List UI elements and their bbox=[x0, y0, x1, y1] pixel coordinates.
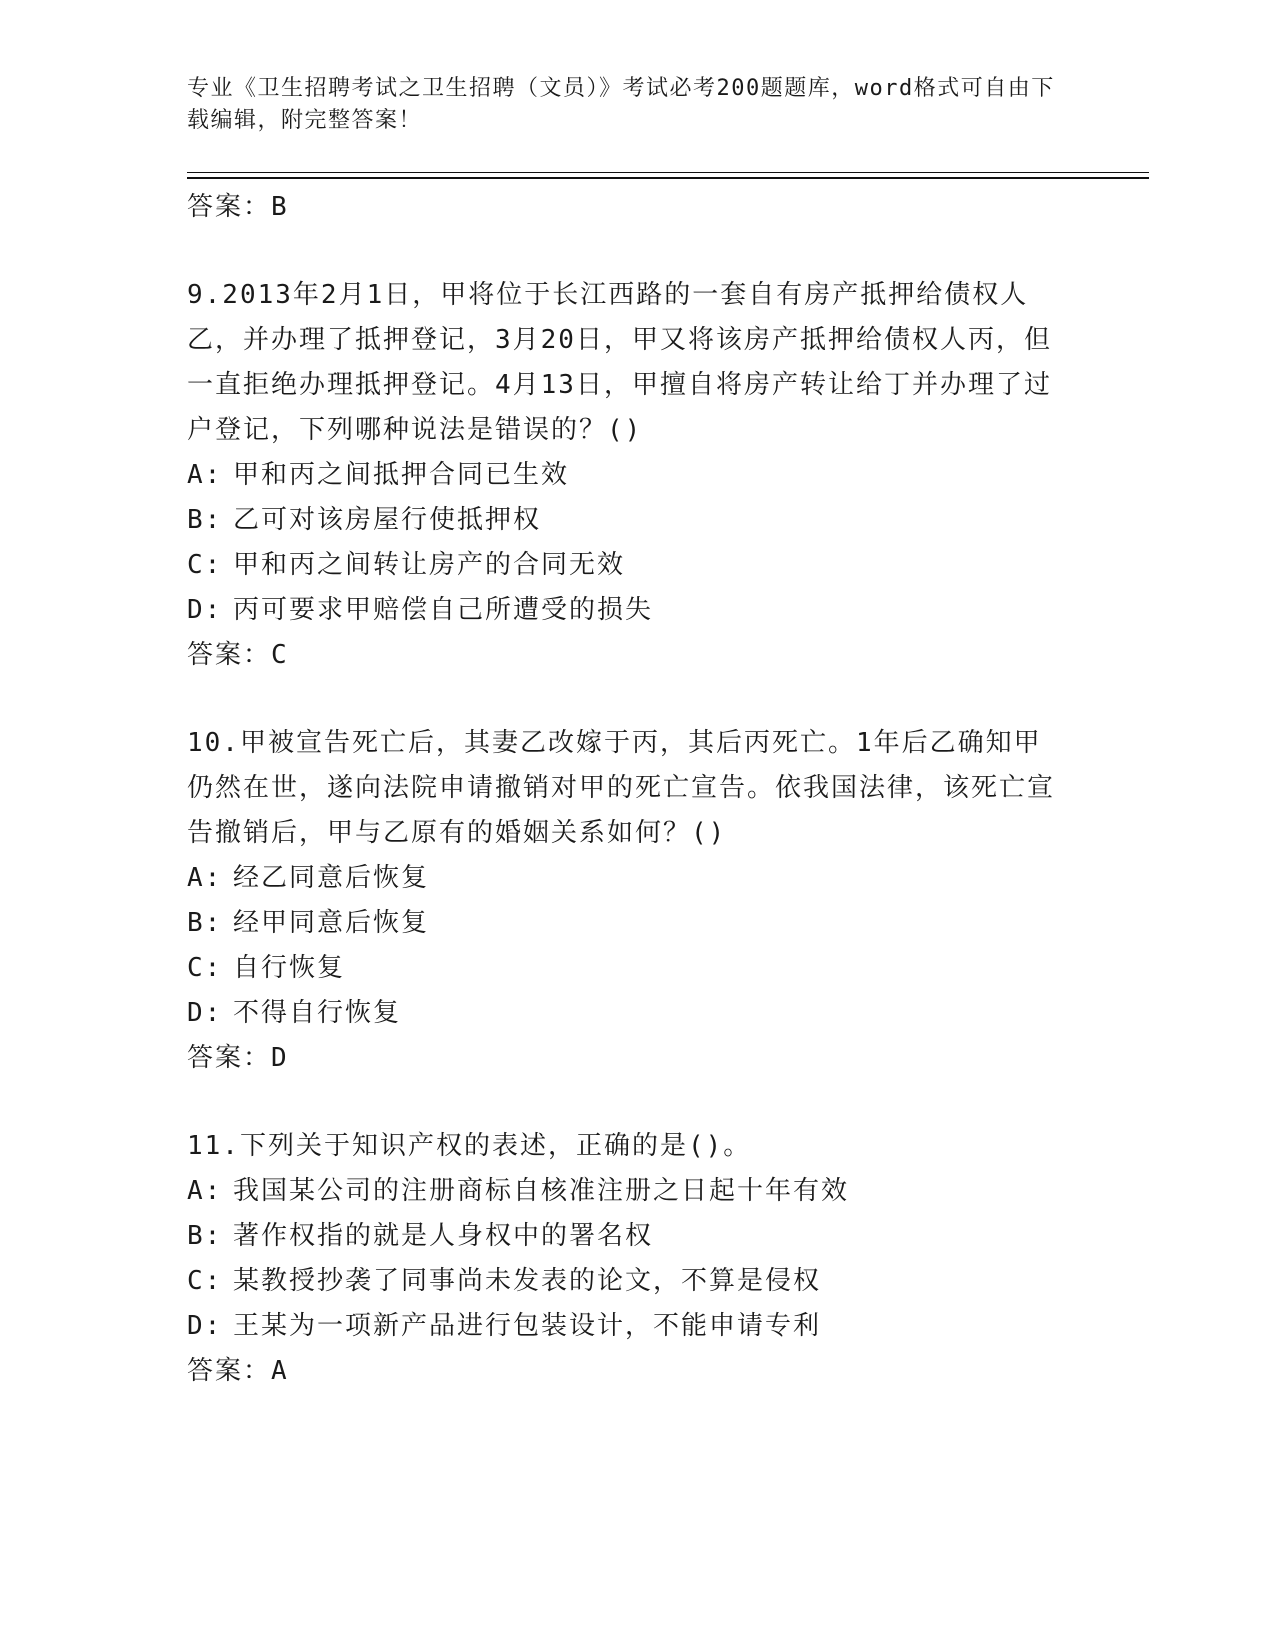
answer-value: C bbox=[271, 640, 289, 670]
question-text: 10.甲被宣告死亡后，其妻乙改嫁于丙，其后丙死亡。1年后乙确知甲仍然在世，遂向法院申请撤销对甲的死亡宣告。依我国法律，该死亡宣告撤销后，甲与乙原有的婚姻关系如何？() bbox=[187, 728, 1056, 848]
option-letter: C: bbox=[187, 953, 223, 983]
spacer bbox=[187, 677, 1067, 721]
answer-line bbox=[187, 1036, 1067, 1080]
question-list bbox=[187, 185, 1067, 1393]
header-text: 专业《卫生招聘考试之卫生招聘（文员）》考试必考200题题库，word格式可自由下载编辑，附完整答案！ bbox=[187, 76, 1055, 133]
option-text: 丙可要求甲赔偿自己所遭受的损失 bbox=[233, 595, 654, 625]
option-letter: D: bbox=[187, 1311, 223, 1341]
option-letter: D: bbox=[187, 998, 223, 1028]
option-a bbox=[187, 453, 1067, 498]
option-b bbox=[187, 498, 1067, 543]
question-text: 11.下列关于知识产权的表述，正确的是()。 bbox=[187, 1131, 752, 1161]
option-a bbox=[187, 1169, 1067, 1214]
option-d bbox=[187, 991, 1067, 1036]
option-letter: B: bbox=[187, 1221, 223, 1251]
option-c bbox=[187, 946, 1067, 991]
answer-label: 答案： bbox=[187, 1043, 272, 1073]
answer-line bbox=[187, 1349, 1067, 1393]
header-rule-thick bbox=[187, 177, 1149, 179]
option-text: 乙可对该房屋行使抵押权 bbox=[233, 505, 542, 535]
option-letter: A: bbox=[187, 460, 223, 490]
option-text: 不得自行恢复 bbox=[233, 998, 402, 1028]
question-block bbox=[187, 721, 1067, 1080]
option-b bbox=[187, 901, 1067, 946]
answer-value: D bbox=[271, 1043, 289, 1073]
option-text: 著作权指的就是人身权中的署名权 bbox=[233, 1221, 654, 1251]
option-letter: B: bbox=[187, 505, 223, 535]
document-header bbox=[187, 73, 1067, 137]
spacer bbox=[187, 229, 1067, 273]
option-text: 经甲同意后恢复 bbox=[233, 908, 430, 938]
answer-label: 答案： bbox=[187, 640, 272, 670]
option-letter: C: bbox=[187, 550, 223, 580]
option-text: 经乙同意后恢复 bbox=[233, 863, 430, 893]
option-text: 甲和丙之间抵押合同已生效 bbox=[233, 460, 570, 490]
option-text: 自行恢复 bbox=[233, 953, 346, 983]
option-a bbox=[187, 856, 1067, 901]
option-text: 我国某公司的注册商标自核准注册之日起十年有效 bbox=[233, 1176, 850, 1206]
answer-line bbox=[187, 633, 1067, 677]
answer-value: A bbox=[271, 1356, 289, 1386]
option-b bbox=[187, 1214, 1067, 1259]
option-letter: A: bbox=[187, 863, 223, 893]
question-block bbox=[187, 273, 1067, 677]
option-text: 甲和丙之间转让房产的合同无效 bbox=[233, 550, 626, 580]
spacer bbox=[187, 1080, 1067, 1124]
option-c bbox=[187, 543, 1067, 588]
question-block bbox=[187, 1124, 1067, 1393]
option-text: 王某为一项新产品进行包装设计，不能申请专利 bbox=[233, 1311, 822, 1341]
option-letter: B: bbox=[187, 908, 223, 938]
question-text: 9.2013年2月1日，甲将位于长江西路的一套自有房产抵押给债权人乙，并办理了抵押登记，3月20日，甲又将该房产抵押给债权人丙，但一直拒绝办理抵押登记。4月13日，甲擅自将房产转让给丁并办理了过户登记，下列哪种说法是错误的？() bbox=[187, 280, 1052, 445]
option-text: 某教授抄袭了同事尚未发表的论文，不算是侵权 bbox=[233, 1266, 822, 1296]
option-letter: C: bbox=[187, 1266, 223, 1296]
option-c bbox=[187, 1259, 1067, 1304]
answer-label: 答案： bbox=[187, 1356, 272, 1386]
answer-label: 答案： bbox=[187, 192, 272, 222]
header-rule-thin bbox=[187, 172, 1149, 173]
answer-value: B bbox=[271, 192, 289, 222]
option-d bbox=[187, 1304, 1067, 1349]
option-letter: A: bbox=[187, 1176, 223, 1206]
option-d bbox=[187, 588, 1067, 633]
option-letter: D: bbox=[187, 595, 223, 625]
answer-line bbox=[187, 185, 1067, 229]
